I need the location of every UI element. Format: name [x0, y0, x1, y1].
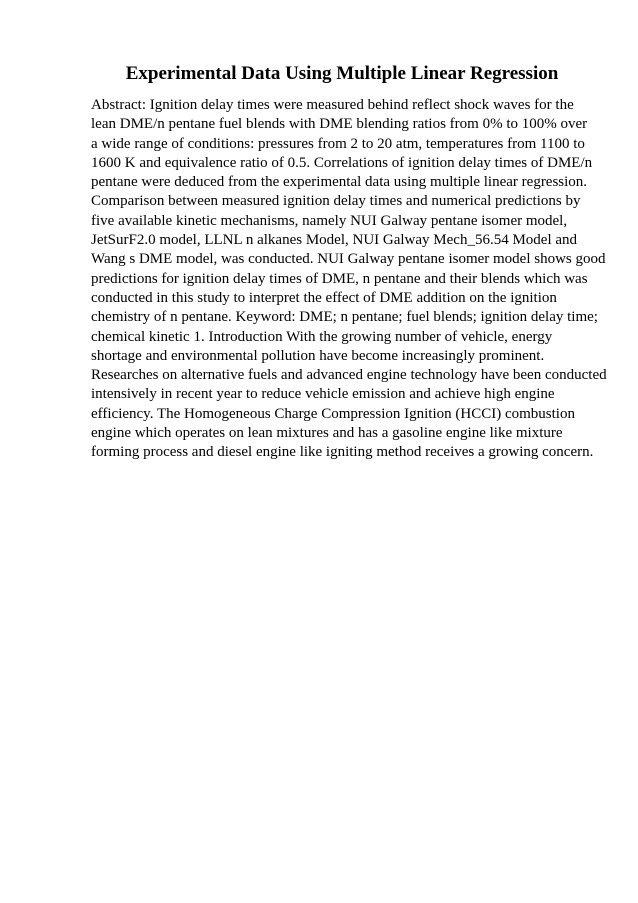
- body-line: a wide range of conditions: pressures from 2 to 20 atm, temperatures from 1100 to: [91, 135, 585, 152]
- body-line: lean DME/n pentane fuel blends with DME blending ratios from 0% to 100% over: [91, 116, 588, 133]
- body-line: Wang s DME model, was conducted. NUI Galway pentane isomer model shows good: [91, 251, 606, 268]
- body-line: conducted in this study to interpret the effect of DME addition on the ignition: [91, 289, 557, 306]
- body-line: intensively in recent year to reduce vehicle emission and achieve high engine: [91, 386, 555, 403]
- body-line: forming process and diesel engine like igniting method receives a growing concern.: [91, 444, 594, 461]
- body-line: predictions for ignition delay times of DME, n pentane and their blends which was: [91, 270, 588, 287]
- body-line: 1600 K and equivalence ratio of 0.5. Correlations of ignition delay times of DME/n: [91, 154, 593, 171]
- body-line: chemical kinetic 1. Introduction With the growing number of vehicle, energy: [91, 328, 553, 345]
- body-line: engine which operates on lean mixtures and has a gasoline engine like mixture: [91, 425, 563, 442]
- body-line: pentane were deduced from the experimental data using multiple linear regression.: [91, 174, 588, 191]
- body-line: Researches on alternative fuels and advanced engine technology have been conducted: [91, 367, 607, 384]
- body-line: JetSurF2.0 model, LLNL n alkanes Model, NUI Galway Mech_56.54 Model and: [91, 232, 578, 249]
- document-title: Experimental Data Using Multiple Linear Regression: [125, 63, 559, 84]
- body-line: five available kinetic mechanisms, namely NUI Galway pentane isomer model,: [91, 212, 568, 229]
- abstract-body: [91, 96, 607, 463]
- body-line: shortage and environmental pollution have become increasingly prominent.: [91, 347, 545, 364]
- body-line: Comparison between measured ignition delay times and numerical predictions by: [91, 193, 581, 210]
- body-line: chemistry of n pentane. Keyword: DME; n pentane; fuel blends; ignition delay time;: [91, 309, 598, 326]
- body-line: Abstract: Ignition delay times were measured behind reflect shock waves for the: [91, 97, 574, 113]
- body-line: efficiency. The Homogeneous Charge Compression Ignition (HCCI) combustion: [91, 405, 575, 422]
